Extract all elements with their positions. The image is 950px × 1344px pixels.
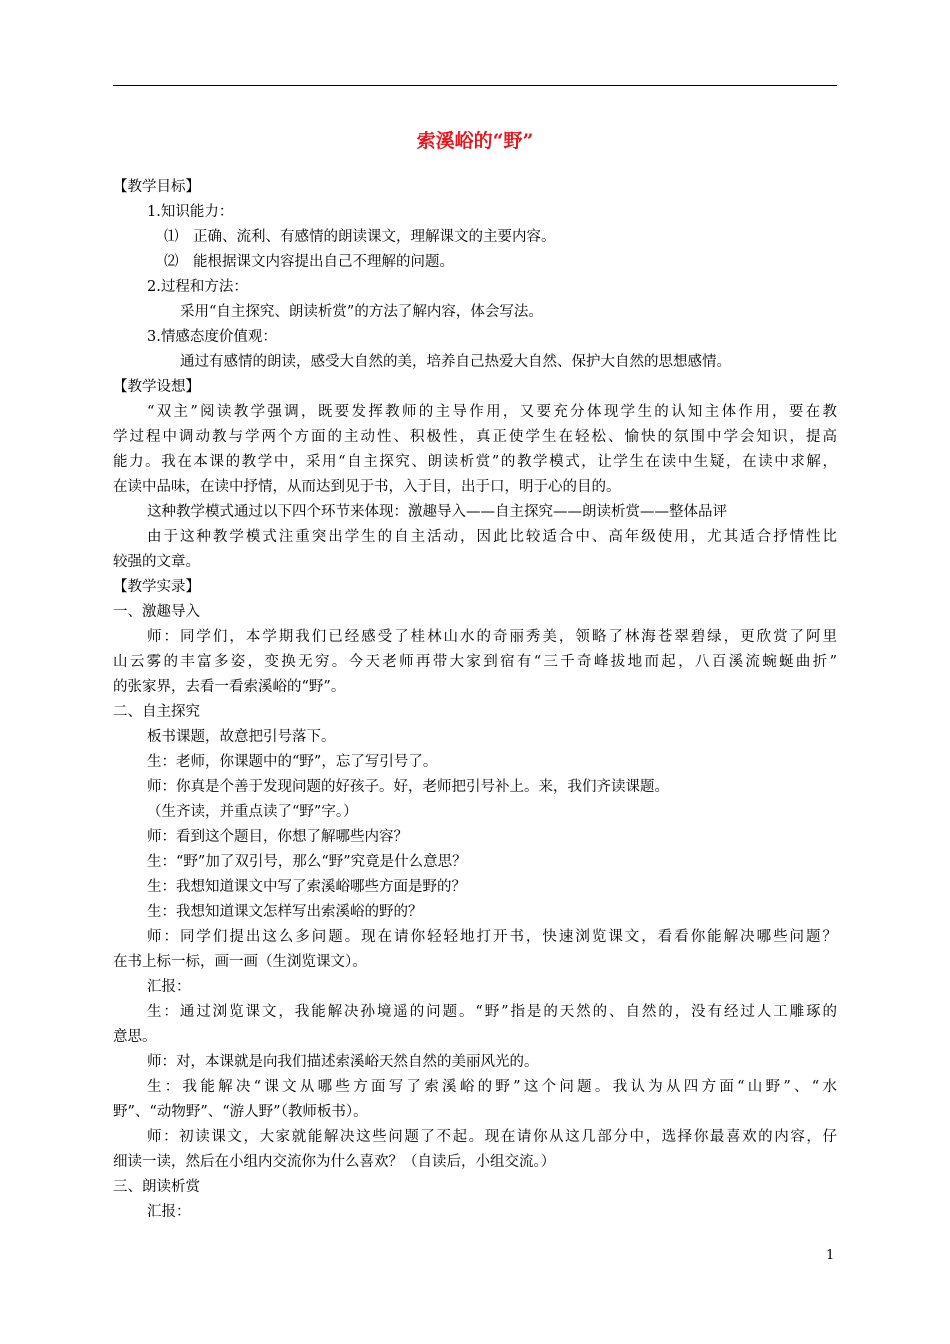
paragraph-line: 能力。我在本课的教学中，采用“自主探究、朗读析赏”的教学模式，让学生在读中生疑，在读中求解， bbox=[113, 454, 837, 470]
dialogue-line: 生：我想知道课文怎样写出索溪峪的野的？ bbox=[147, 904, 423, 920]
paragraph-line: 板书课题，故意把引号落下。 bbox=[147, 729, 336, 745]
paragraph-line: 的张家界，去看一看索溪峪的“野”。 bbox=[113, 679, 346, 695]
dialogue-line: 野”、“动物野”、“游人野”（教师板书）。 bbox=[113, 1104, 368, 1120]
text-line: 3.情感态度价值观： bbox=[147, 329, 277, 345]
dialogue-line: 师：看到这个题目，你想了解哪些内容？ bbox=[147, 829, 408, 845]
text-line: 采用“自主探究、朗读析赏”的方法了解内容，体会写法。 bbox=[180, 304, 543, 320]
section-heading: 【教学设想】 bbox=[113, 379, 200, 395]
dialogue-line: 生：我想知道课文中写了索溪峪哪些方面是野的？ bbox=[147, 879, 466, 895]
text-line: 1.知识能力： bbox=[147, 204, 234, 220]
text-line: 通过有感情的朗读，感受大自然的美，培养自己热爱大自然、保护大自然的思想感情。 bbox=[180, 354, 731, 370]
dialogue-line: 师：你真是个善于发现问题的好孩子。好，老师把引号补上。来，我们齐读课题。 bbox=[147, 779, 669, 795]
dialogue-line: 细读一读，然后在小组内交流你为什么喜欢？（自读后，小组交流。） bbox=[113, 1154, 556, 1170]
dialogue-line: 生：通过浏览课文，我能解决孙境遥的问题。“野”指是的天然的、自然的，没有经过人工雕琢的 bbox=[147, 1004, 837, 1020]
paragraph-line: 这种教学模式通过以下四个环节来体现：激趣导入——自主探究——朗读析赏——整体品评 bbox=[147, 504, 727, 520]
page-number: 1 bbox=[826, 1248, 835, 1263]
dialogue-line: 意思。 bbox=[113, 1029, 157, 1045]
paragraph-line: 师：同学们，本学期我们已经感受了桂林山水的奇丽秀美，领略了林海苍翠碧绿，更欣赏了阿里 bbox=[147, 629, 837, 645]
dialogue-line: 生：“野”加了双引号，那么“野”究竟是什么意思？ bbox=[147, 854, 467, 870]
dialogue-line: 在书上标一标，画一画（生浏览课文）。 bbox=[113, 954, 367, 970]
subsection-heading: 二、自主探究 bbox=[113, 704, 200, 720]
paragraph-line: “双主”阅读教学强调，既要发挥教师的主导作用，又要充分体现学生的认知主体作用，要在教 bbox=[147, 404, 837, 420]
dialogue-line: 师：对，本课就是向我们描述索溪峪天然自然的美丽风光的。 bbox=[147, 1054, 539, 1070]
text-line: 汇报： bbox=[147, 1204, 191, 1220]
text-line: 汇报： bbox=[147, 979, 191, 995]
paragraph-line: 学过程中调动教与学两个方面的主动性、积极性，真正使学生在轻松、愉快的氛围中学会知识，提高 bbox=[113, 429, 837, 445]
section-heading: 【教学实录】 bbox=[113, 579, 200, 595]
dialogue-line: 师：同学们提出这么多问题。现在请你轻轻地打开书，快速浏览课文，看看你能解决哪些问题？ bbox=[147, 929, 837, 945]
paragraph-line: 由于这种教学模式注重突出学生的自主活动，因此比较适合中、高年级使用，尤其适合抒情性比 bbox=[147, 529, 837, 545]
subsection-heading: 一、激趣导入 bbox=[113, 604, 200, 620]
dialogue-line: 师：初读课文，大家就能解决这些问题了不起。现在请你从这几部分中，选择你最喜欢的内容，仔 bbox=[147, 1129, 837, 1145]
header-rule bbox=[113, 85, 837, 86]
paragraph-line: 在读中品味，在读中抒情，从而达到见于书，入于目，出于口，明于心的目的。 bbox=[113, 479, 621, 495]
paragraph-line: 山云雾的丰富多姿，变换无穷。今天老师再带大家到宿有“三千奇峰拔地而起，八百溪流蜿蜒曲折” bbox=[113, 654, 837, 670]
list-item: ⑴ 正确、流利、有感情的朗读课文，理解课文的主要内容。 bbox=[164, 229, 556, 245]
dialogue-line: 生：老师，你课题中的“野”，忘了写引号了。 bbox=[147, 754, 438, 770]
text-line: 2.过程和方法： bbox=[147, 279, 248, 295]
subsection-heading: 三、朗读析赏 bbox=[113, 1179, 200, 1195]
paragraph-line: 较强的文章。 bbox=[113, 554, 200, 570]
document-title: 索溪峪的“野” bbox=[416, 130, 534, 152]
list-item: ⑵ 能根据课文内容提出自己不理解的问题。 bbox=[164, 254, 454, 270]
dialogue-line: （生齐读，并重点读了“野”字。） bbox=[147, 804, 358, 820]
dialogue-line: 生：我能解决“课文从哪些方面写了索溪峪的野”这个问题。我认为从四方面“山野”、“水 bbox=[147, 1079, 837, 1095]
section-heading: 【教学目标】 bbox=[113, 179, 200, 195]
